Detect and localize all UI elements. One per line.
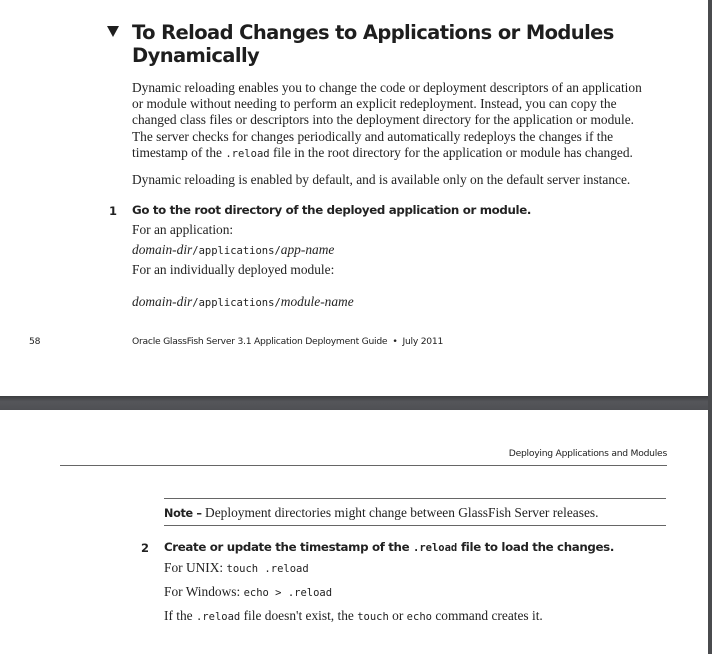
page-footer: [132, 336, 443, 347]
windows-label: For Windows:: [164, 584, 244, 599]
intro-line: [132, 145, 642, 162]
code-echo: echo: [406, 611, 432, 623]
step-1-title: Go to the root directory of the deployed application or module.: [132, 203, 532, 217]
unix-instruction: [164, 560, 309, 576]
code-reload: .reload: [195, 611, 241, 623]
text: file in the root directory for the application or module has changed.: [269, 144, 633, 160]
section-heading: [132, 21, 614, 67]
page-number: 58: [29, 336, 41, 347]
unix-label: For UNIX:: [164, 560, 227, 575]
note-label: Note –: [164, 507, 202, 520]
text: command creates it.: [431, 608, 543, 623]
text: or: [388, 608, 407, 623]
module-path: [132, 294, 354, 310]
footer-title: Oracle GlassFish Server 3.1 Application Deployment Guide: [132, 336, 388, 347]
step-2-number: 2: [141, 541, 150, 555]
intro-line: Dynamic reloading enables you to change the code or deployment descriptors of an application: [132, 80, 642, 95]
page-gap: [0, 396, 712, 410]
heading-line-1: To Reload Changes to Applications or Modules: [132, 21, 614, 44]
viewer-scrollbar-edge[interactable]: [708, 0, 712, 654]
step-2-title: [164, 540, 614, 554]
path-var: module-name: [280, 294, 354, 309]
note-text: Deployment directories might change between GlassFish Server releases.: [201, 505, 599, 520]
windows-instruction: [164, 584, 332, 600]
windows-command: echo > .reload: [243, 587, 333, 599]
unix-command: touch .reload: [226, 563, 309, 575]
note-box: [164, 505, 598, 521]
text: file doesn't exist, the: [240, 608, 358, 623]
footer-date: July 2011: [402, 336, 444, 347]
path-fixed: /applications/: [192, 245, 281, 257]
note-top-rule: [164, 498, 666, 499]
intro-line: changed class files or descriptors into the deployment directory for the application or module.: [132, 112, 634, 128]
text: Create or update the timestamp of the: [164, 540, 413, 554]
running-header: Deploying Applications and Modules: [508, 448, 667, 459]
collapse-triangle-icon[interactable]: [107, 26, 119, 37]
code-reload: .reload: [413, 542, 458, 554]
intro-line: or module without needing to perform an explicit redeployment. Instead, you can copy the: [132, 96, 617, 112]
code-reload: .reload: [225, 147, 270, 160]
default-note-paragraph: Dynamic reloading is enabled by default, and is available only on the default server instance.: [132, 172, 631, 187]
note-bottom-rule: [164, 525, 666, 526]
text: file to load the changes.: [457, 540, 614, 554]
app-path: [132, 242, 334, 258]
intro-line: The server checks for changes periodically and automatically redeploys the changes if the: [132, 128, 614, 144]
header-rule: [60, 465, 667, 466]
path-var: app-name: [280, 242, 335, 257]
app-label: For an application:: [132, 222, 234, 237]
text: timestamp of the: [132, 144, 226, 160]
path-var: domain-dir: [132, 242, 193, 257]
code-touch: touch: [357, 611, 389, 623]
text: If the: [164, 608, 196, 623]
module-label: For an individually deployed module:: [132, 262, 335, 277]
closing-note: [164, 608, 543, 624]
document-page-59: [0, 410, 708, 654]
step-1-number: 1: [109, 204, 118, 218]
path-fixed: /applications/: [192, 297, 281, 309]
intro-paragraph: [132, 80, 642, 162]
path-var: domain-dir: [132, 294, 193, 309]
footer-separator: •: [392, 336, 398, 347]
heading-line-2: Dynamically: [132, 44, 260, 67]
